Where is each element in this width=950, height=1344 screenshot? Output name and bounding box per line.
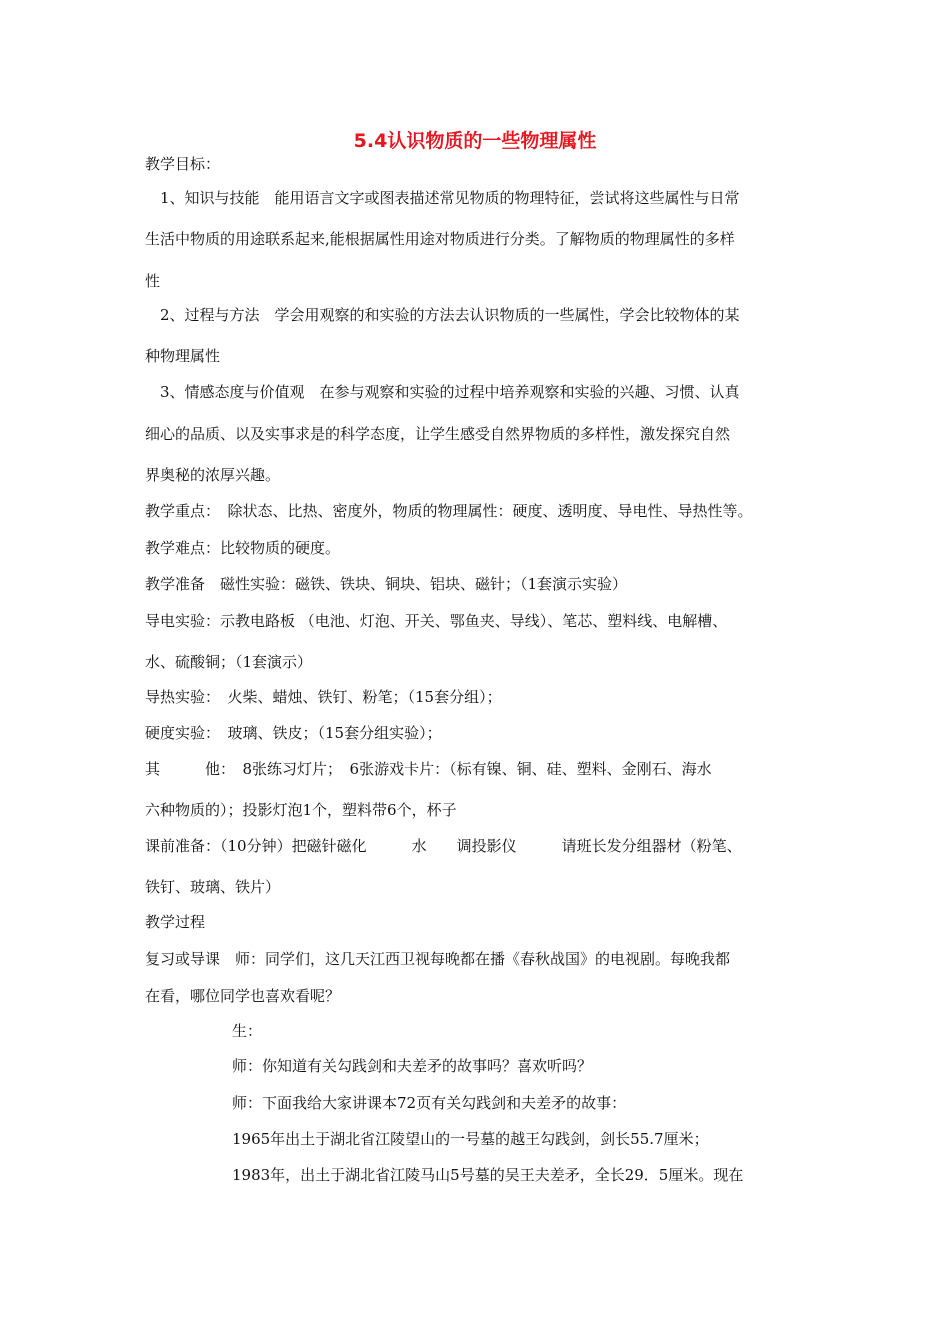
review-line-2: 在看，哪位同学也喜欢看呢？ <box>145 987 341 1005</box>
prep-hardness: 硬度实验： 玻璃、铁皮；（15套分组实验）； <box>145 724 442 742</box>
process-heading: 教学过程 <box>145 913 206 931</box>
prep-conduct-line-1: 导电实验：示教电路板 （电池、灯泡、开关、鄂鱼夹、导线）、笔芯、塑料线、电解槽、 <box>145 612 728 630</box>
dialog-student: 生： <box>232 1022 263 1040</box>
difficulty: 教学难点：比较物质的硬度。 <box>145 539 341 557</box>
prep-heat: 导热实验： 火柴、蜡烛、铁钉、粉笔；（15套分组）； <box>145 688 502 706</box>
dialog-teacher-2: 师：下面我给大家讲课本72页有关勾践剑和夫差矛的故事： <box>232 1094 627 1112</box>
key-points: 教学重点： 除状态、比热、密度外，物质的物理属性：硬度、透明度、导电性、导热性等。 <box>145 502 753 520</box>
prep-magnetic: 教学准备 磁性实验：磁铁、铁块、铜块、铝块、磁针；（1套演示实验） <box>145 575 628 593</box>
objective-2-line-2: 种物理属性 <box>145 347 221 365</box>
prep-other-line-1: 其 他： 8张练习灯片； 6张游戏卡片：（标有镍、铜、硅、塑料、金刚石、海水 <box>145 760 712 778</box>
story-line-2: 1983年，出土于湖北省江陵马山5号墓的吴王夫差矛，全长29．5厘米。现在 <box>232 1166 744 1184</box>
objective-3-line-2: 细心的品质、以及实事求是的科学态度，让学生感受自然界物质的多样性，激发探究自然 <box>145 425 731 443</box>
objective-3-line-1: 3、情感态度与价值观 在参与观察和实验的过程中培养观察和实验的兴趣、习惯、认真 <box>160 383 740 401</box>
document-title: 5.4认识物质的一些物理属性 <box>353 130 597 152</box>
prep-other-line-2: 六种物质的）；投影灯泡1个，塑料带6个，杯子 <box>145 801 457 819</box>
objective-1-line-1: 1、知识与技能 能用语言文字或图表描述常见物质的物理特征，尝试将这些属性与日常 <box>160 189 740 207</box>
pre-class-line-1: 课前准备：（10分钟）把磁针磁化 水 调投影仪 请班长发分组器材（粉笔、 <box>145 837 742 855</box>
dialog-teacher-1: 师：你知道有关勾践剑和夫差矛的故事吗？喜欢听吗？ <box>232 1057 593 1075</box>
review-line-1: 复习或导课 师：同学们，这几天江西卫视每晚都在播《春秋战国》的电视剧。每晚我都 <box>145 950 731 968</box>
story-line-1: 1965年出土于湖北省江陵望山的一号墓的越王勾践剑，剑长55.7厘米； <box>232 1130 709 1148</box>
objective-1-line-3: 性 <box>145 272 161 290</box>
pre-class-line-2: 铁钉、玻璃、铁片） <box>145 878 281 896</box>
prep-conduct-line-2: 水、硫酸铜；（1套演示） <box>145 653 313 671</box>
objective-1-line-2: 生活中物质的用途联系起来,能根据属性用途对物质进行分类。了解物质的物理属性的多样 <box>145 230 735 248</box>
objective-3-line-3: 界奥秘的浓厚兴趣。 <box>145 466 281 484</box>
objectives-heading: 教学目标： <box>145 155 221 173</box>
objective-2-line-1: 2、过程与方法 学会用观察的和实验的方法去认识物质的一些属性，学会比较物体的某 <box>160 306 740 324</box>
